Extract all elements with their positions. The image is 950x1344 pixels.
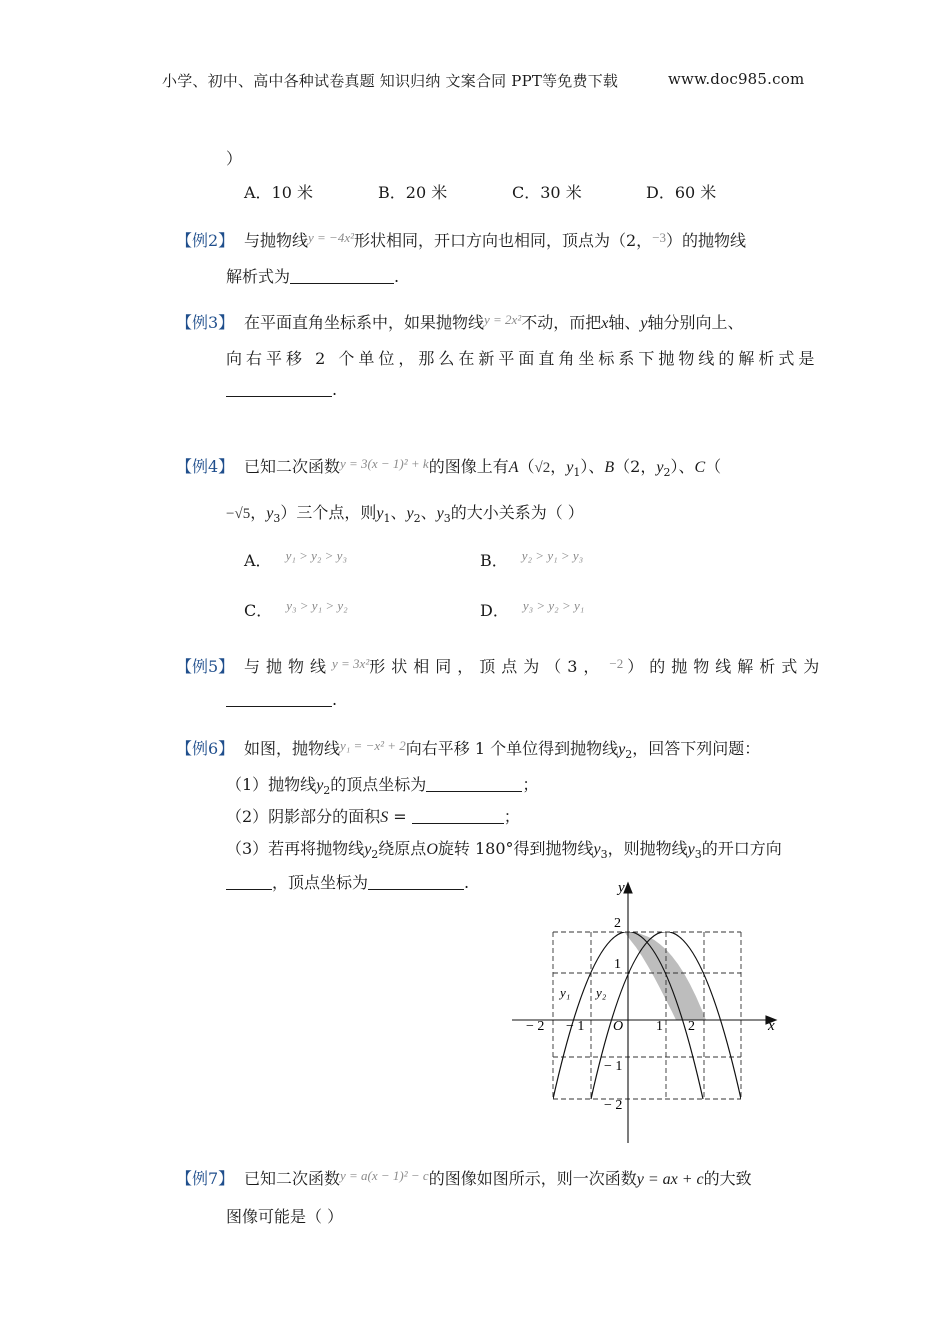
prev-choice-b: B．20 米 xyxy=(378,183,448,202)
ex6-q3: （3）若再将抛物线$y_2$绕原点O旋转 180°得到抛物线$y_3$，则抛物线$y_3$的开口方向 xyxy=(226,839,782,862)
ex6-tag: 【例6】 xyxy=(176,739,235,758)
y-axis-label: y xyxy=(618,880,625,896)
ex7-line1: 已知二次函数$^{y = a(x - 1)^2 - c}$的图像如图所示，则一次函数y = ax + c的大致 xyxy=(244,1168,752,1188)
ex2-line2: 解析式为 . xyxy=(226,267,400,286)
axes xyxy=(512,883,776,1143)
prev-choice-d: D．60 米 xyxy=(646,183,717,202)
x-axis-label: x xyxy=(768,1018,775,1034)
prev-paren: ） xyxy=(226,149,243,168)
ex4-line1: 已知二次函数$^{y = 3(x - 1)^2 + k}$的图像上有A（√2，$y_1$）、B（2，$y_2$）、C（ xyxy=(244,456,722,480)
ex4-line2: −√5，$y_3$）三个点，则$y_1$、$y_2$、$y_3$的大小关系为（ ） xyxy=(226,503,584,526)
x-tick-2: 2 xyxy=(688,1019,695,1034)
ex2-line1: 与抛物线$^{y = -4x^2}$形状相同，开口方向也相同，顶点为（2，$^{-3}$）的抛物线 xyxy=(244,230,747,250)
header-left: 小学、初中、高中各种试卷真题 知识归纳 文案合同 PPT等免费下载 xyxy=(162,72,619,90)
ex6-formula: y₁ = −x² + 2 xyxy=(340,738,406,753)
ex2-formula: y = −4x² xyxy=(308,230,354,245)
ex6-line1: 如图，抛物线$^{y_1 = -x^2 + 2}$向右平移 1 个单位得到抛物线$y_2$，回答下列问题： xyxy=(244,738,761,762)
ex7-formula: y = a(x − 1)² − c xyxy=(340,1168,429,1183)
ex5-tag: 【例5】 xyxy=(176,657,235,676)
ex4-option-d[interactable]: D． $^{y_3 > y_2 > y_1}$ xyxy=(480,598,585,620)
x-tick-neg1: − 1 xyxy=(566,1019,585,1034)
parabola-graph xyxy=(500,875,800,1150)
prev-choice-c: C．30 米 xyxy=(512,183,582,202)
ex2-answer-blank xyxy=(290,269,394,284)
ex4-formula: y = 3(x − 1)² + k xyxy=(340,456,429,471)
ex3-formula: y = 2x² xyxy=(484,312,522,327)
ex5-answer-blank xyxy=(226,692,332,707)
ex5-formula: y = 3x² xyxy=(332,656,370,671)
ex6-q2-blank xyxy=(412,809,504,824)
ex3-answer-blank xyxy=(226,382,332,397)
y-tick-neg2: − 2 xyxy=(604,1098,623,1113)
header-right: www.doc985.com xyxy=(668,70,805,88)
ex3-line2: 向右平移 2 个单位，那么在新平面直角坐标系下抛物线的解析式是 xyxy=(226,349,819,368)
x-tick-neg2: − 2 xyxy=(526,1019,545,1034)
ex6-q2: （2）阴影部分的面积S = ； xyxy=(226,807,520,826)
ex3-line1: 在平面直角坐标系中，如果抛物线$^{y = 2x^2}$不动，而把x轴、y轴分别向上、 xyxy=(244,312,744,332)
curve-y2-label: y₂ xyxy=(596,985,607,1000)
shaded-region xyxy=(625,932,707,1020)
ex4-option-b[interactable]: B． $^{y_2 > y_1 > y_3}$ xyxy=(480,548,584,570)
ex4-option-a[interactable]: A． $^{y_1 > y_2 > y_3}$ xyxy=(244,548,347,570)
ex6-q1-blank xyxy=(426,777,522,792)
y-tick-2: 2 xyxy=(614,916,621,931)
ex6-q3-line2: ，顶点坐标为 . xyxy=(226,870,469,893)
origin-label: O xyxy=(613,1019,624,1034)
y-tick-1: 1 xyxy=(614,957,621,972)
prev-choice-a: A．10 米 xyxy=(244,183,314,202)
x-tick-1: 1 xyxy=(656,1019,663,1034)
ex6-q3-blank1 xyxy=(226,875,272,890)
ex5-line2: . xyxy=(226,690,337,709)
ex7-tag: 【例7】 xyxy=(176,1169,235,1188)
ex6-q3-blank2 xyxy=(368,875,464,890)
y-tick-neg1: − 1 xyxy=(604,1059,623,1074)
ex5-line1: 与抛物线$^{y = 3x^2}$形状相同，顶点为（3， $^{-2}$ ）的抛物线解析式为 xyxy=(244,656,826,676)
ex3-line3: . xyxy=(226,380,337,399)
ex3-tag: 【例3】 xyxy=(176,313,235,332)
curve-y1-label: y₁ xyxy=(560,985,571,1000)
ex4-option-c[interactable]: C． $^{y_3 > y_1 > y_2}$ xyxy=(244,598,348,620)
ex4-tag: 【例4】 xyxy=(176,457,235,476)
ex6-q1: （1）抛物线$y_2$的顶点坐标为 ； xyxy=(226,775,539,798)
ex2-tag: 【例2】 xyxy=(176,231,235,250)
ex7-line2: 图像可能是（ ） xyxy=(226,1207,344,1226)
